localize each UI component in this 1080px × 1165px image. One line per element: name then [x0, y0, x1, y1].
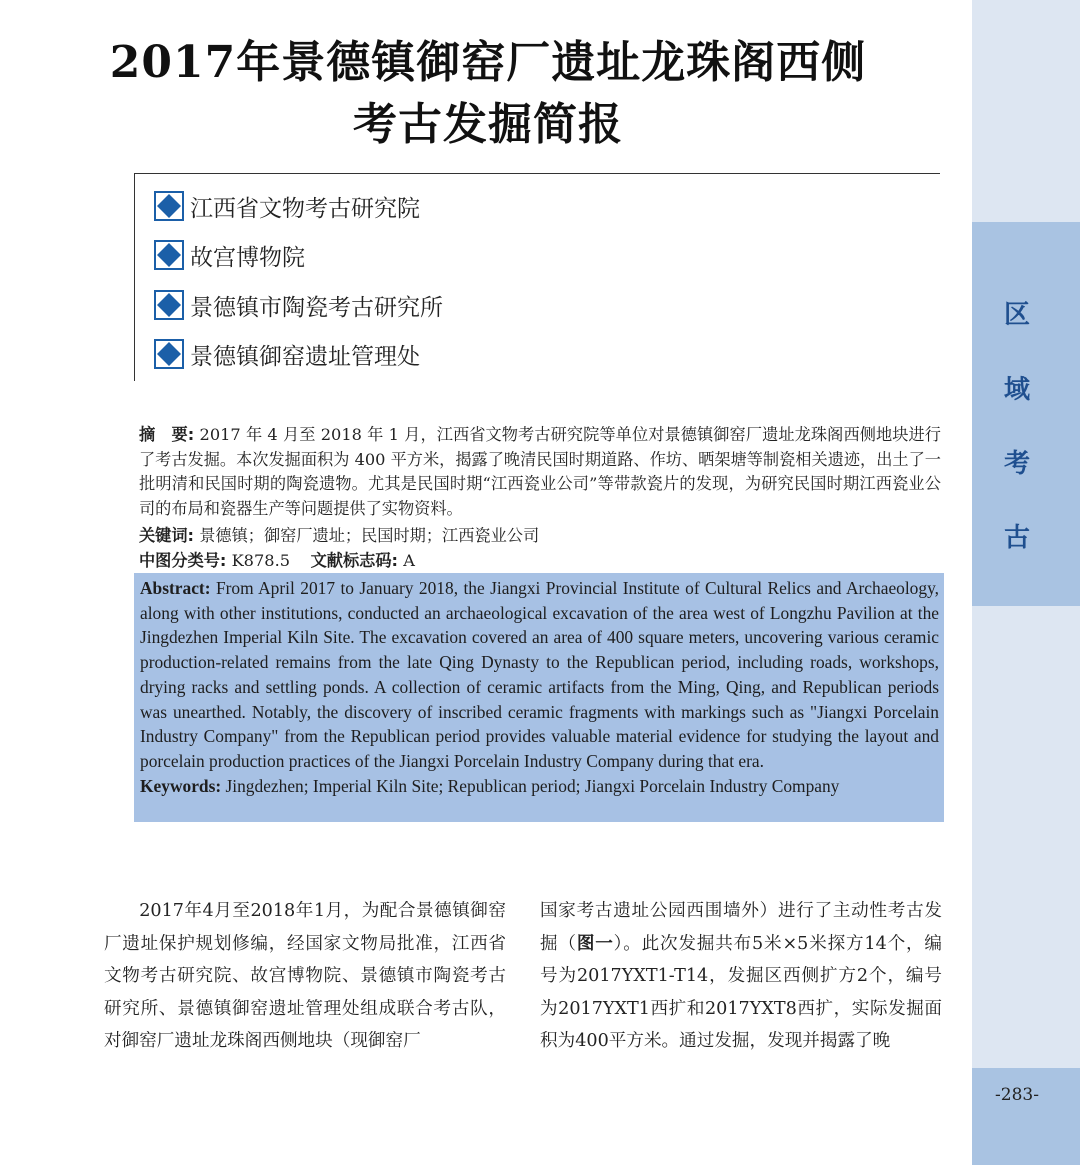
- section-tab: [972, 222, 1080, 606]
- body-text: 国家考古遗址公园西围墙外）进行了主动性考古发掘（: [540, 901, 942, 954]
- page-title-line1: 2017年景德镇御窑厂遗址龙珠阁西侧: [109, 37, 867, 88]
- abstract-en-para: [140, 576, 939, 774]
- author-name: 江西省文物考古研究院: [190, 195, 420, 222]
- page-title-line2: 考古发掘简报: [353, 99, 623, 150]
- author-name: 景德镇御窑遗址管理处: [190, 343, 420, 370]
- diamond-icon: [154, 240, 184, 270]
- author-name: 景德镇市陶瓷考古研究所: [190, 294, 443, 321]
- abstract-en: [134, 573, 944, 822]
- keywords-cn: [139, 522, 539, 546]
- abstract-en-text: From April 2017 to January 2018, the Jiangxi Provincial Institute of Cultural Relics and Archaeology, along with other institutions, conducted an archaeological excavation of the area west of Longzhu Pavilion at the Jingdezhen Imperial Kiln Site. The excavation covered an area of 400 square meters, uncovering various ceramic production-related remains from the late Qing Dynasty to the Republican period, including roads, workshops, drying racks and settling ponds. A collection of ceramic artifacts from the Ming, Qing, and Republican periods was unearthed. Notably, the discovery of inscribed ceramic fragments with markings such as "Jiangxi Porcelain Industry Company" from the Republican period provides valuable material evidence for studying the layout and porcelain production practices of the Jiangxi Porcelain Industry Company during that era.: [140, 578, 939, 771]
- author-name: 故宫博物院: [190, 244, 305, 271]
- keywords-en: [140, 774, 939, 799]
- body-paragraph: [540, 895, 942, 1058]
- body-column-left: [104, 895, 506, 1058]
- page-number: -283-: [995, 1085, 1039, 1105]
- keywords-en-text: Jingdezhen; Imperial Kiln Site; Republican period; Jiangxi Porcelain Industry Company: [225, 775, 840, 796]
- section-char-2: 域: [1003, 375, 1030, 405]
- diamond-icon: [154, 290, 184, 320]
- keywords-cn-label: 关键词:: [139, 526, 195, 545]
- section-char-3: 考: [1003, 449, 1030, 479]
- figure-reference[interactable]: 图一: [576, 933, 614, 954]
- diamond-icon: [154, 339, 184, 369]
- keywords-cn-text: 景德镇；御窑厂遗址；民国时期；江西瓷业公司: [199, 526, 540, 545]
- doc-code-value: A: [403, 551, 415, 570]
- abstract-cn: [139, 423, 941, 521]
- section-char-1: 区: [1003, 300, 1030, 330]
- clc-value: K878.5: [231, 551, 291, 570]
- body-column-right: [540, 895, 942, 1058]
- classification: [139, 547, 415, 571]
- abstract-cn-text: 2017 年 4 月至 2018 年 1 月，江西省文物考古研究院等单位对景德镇御窑厂遗址龙珠阁西侧地块进行了考古发掘。本次发掘面积为 400 平方米，揭露了晚清民国时期道路、作坊、晒架塘等制瓷相关遗迹，出土了一批明清和民国时期的陶瓷遗物。尤其是民国时期“江西瓷业公司”等带款瓷片的发现，为研究民国时期江西瓷业公司的布局和瓷器生产等问题提供了实物资料。: [139, 425, 941, 518]
- author-item: [154, 189, 420, 223]
- body-paragraph: 2017年4月至2018年1月，为配合景德镇御窑厂遗址保护规划修编，经国家文物局批准，江西省文物考古研究院、故宫博物院、景德镇市陶瓷考古研究所、景德镇御窑遗址管理处组成联合考古队，对御窑厂遗址龙珠阁西侧地块（现御窑厂: [104, 901, 506, 1052]
- page-number-box: [972, 1068, 1080, 1165]
- author-item: [154, 288, 443, 322]
- abstract-en-label: Abstract:: [140, 578, 211, 598]
- clc-label: 中图分类号:: [139, 551, 227, 570]
- keywords-en-label: Keywords:: [140, 775, 222, 796]
- diamond-icon: [154, 191, 184, 221]
- author-item: [154, 238, 305, 272]
- doc-code-label: 文献标志码:: [310, 551, 399, 570]
- section-char-4: 古: [1003, 523, 1030, 553]
- body-text: ）。此次发掘共布5米×5米探方14个，编号为2017YXT1-T14，发掘区西侧扩方2个，编号为2017YXT1西扩和2017YXT8西扩，实际发掘面积为400平方米。通过发掘，发现并揭露了晚: [540, 933, 942, 1052]
- author-item: [154, 337, 420, 371]
- abstract-cn-label: 摘 要:: [139, 425, 195, 444]
